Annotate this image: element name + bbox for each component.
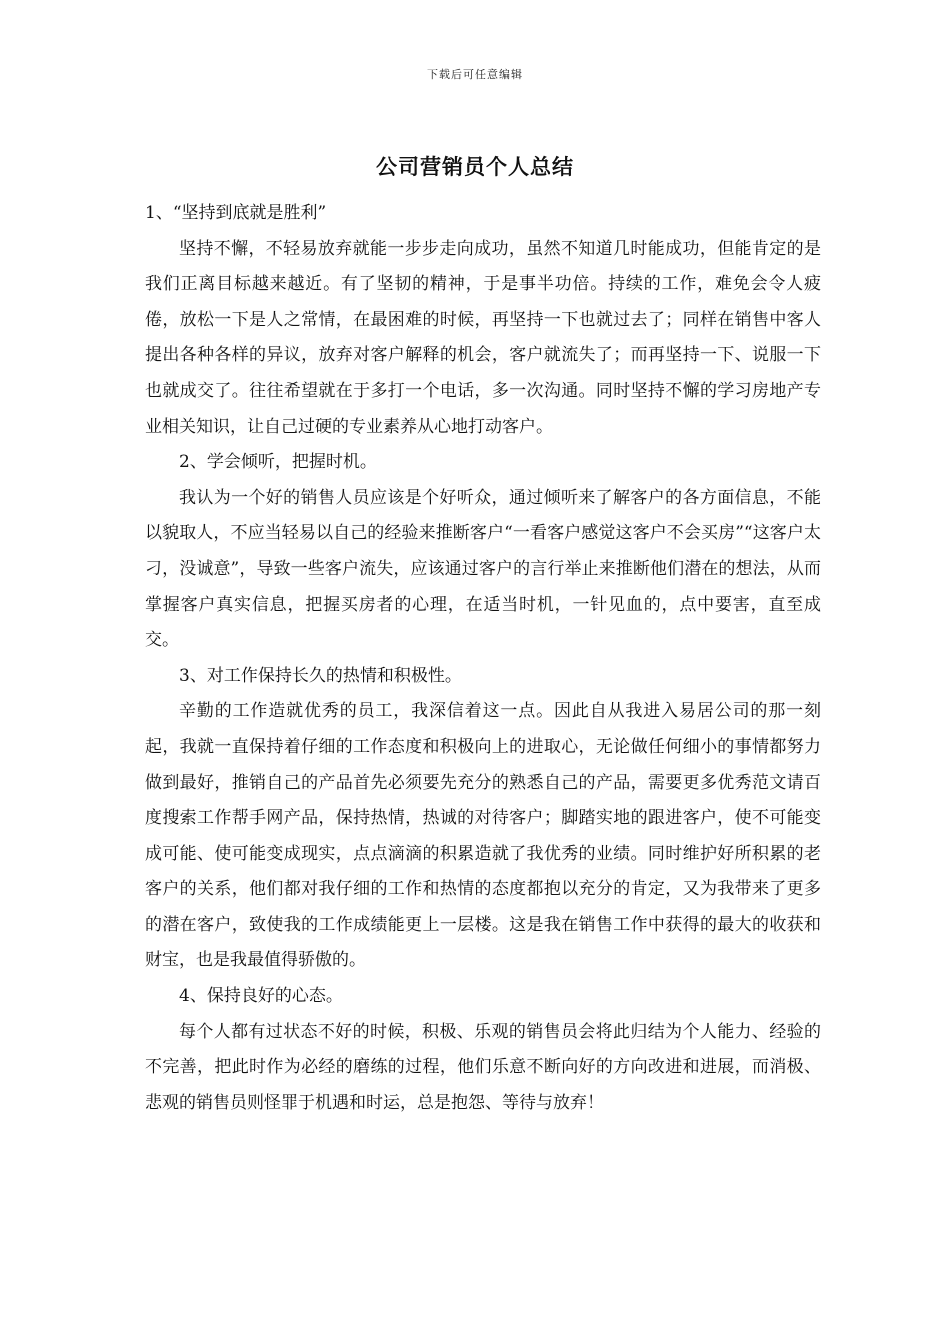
section-3-paragraph: 辛勤的工作造就优秀的员工，我深信着这一点。因此自从我进入易居公司的那一刻起，我就一直保持着仔细的工作态度和积极向上的进取心，无论做任何细小的事情都努力做到最好，推销自己的产品首先必须要先充分的熟悉自己的产品，需要更多优秀范文请百度搜索工作帮手网产品，保持热情，热诚的对待客户；脚踏实地的跟进客户，使不可能变成可能、使可能变成现实，点点滴滴的积累造就了我优秀的业绩。同时维护好所积累的老客户的关系，他们都对我仔细的工作和热情的态度都抱以充分的肯定，又为我带来了更多的潜在客户，致使我的工作成绩能更上一层楼。这是我在销售工作中获得的最大的收获和财宝，也是我最值得骄傲的。 (145, 701, 821, 971)
section-2-heading: 2、学会倾听，把握时机。 (179, 452, 377, 473)
section-4-heading: 4、保持良好的心态。 (179, 986, 343, 1007)
header-note: 下载后可任意编辑 (427, 68, 523, 81)
document-title: 公司营销员个人总结 (376, 154, 574, 179)
section-1-heading: 1、“坚持到底就是胜利” (145, 203, 327, 223)
section-2-paragraph: 我认为一个好的销售人员应该是个好听众，通过倾听来了解客户的各方面信息，不能以貌取人，不应当轻易以自己的经验来推断客户“一看客户感觉这客户不会买房”“这客户太刁，没诚意”，导致一些客户流失，应该通过客户的言行举止来推断他们潜在的想法，从而掌握客户真实信息，把握买房者的心理，在适当时机，一针见血的，点中要害，直至成交。 (145, 487, 821, 651)
section-4-paragraph: 每个人都有过状态不好的时候，积极、乐观的销售员会将此归结为个人能力、经验的不完善，把此时作为必经的磨练的过程，他们乐意不断向好的方向改进和进展，而消极、悲观的销售员则怪罪于机遇和时运，总是抱怨、等待与放弃！ (145, 1021, 821, 1113)
section-1-paragraph: 坚持不懈，不轻易放弃就能一步步走向成功，虽然不知道几时能成功，但能肯定的是我们正离目标越来越近。有了坚韧的精神，于是事半功倍。持续的工作，难免会令人疲倦，放松一下是人之常情，在最困难的时候，再坚持一下也就过去了；同样在销售中客人提出各种各样的异议，放弃对客户解释的机会，客户就流失了；而再坚持一下、说服一下也就成交了。往往希望就在于多打一个电话，多一次沟通。同时坚持不懈的学习房地产专业相关知识，让自己过硬的专业素养从心地打动客户。 (145, 238, 821, 437)
section-3-heading: 3、对工作保持长久的热情和积极性。 (179, 665, 462, 686)
document-body (145, 196, 821, 1121)
